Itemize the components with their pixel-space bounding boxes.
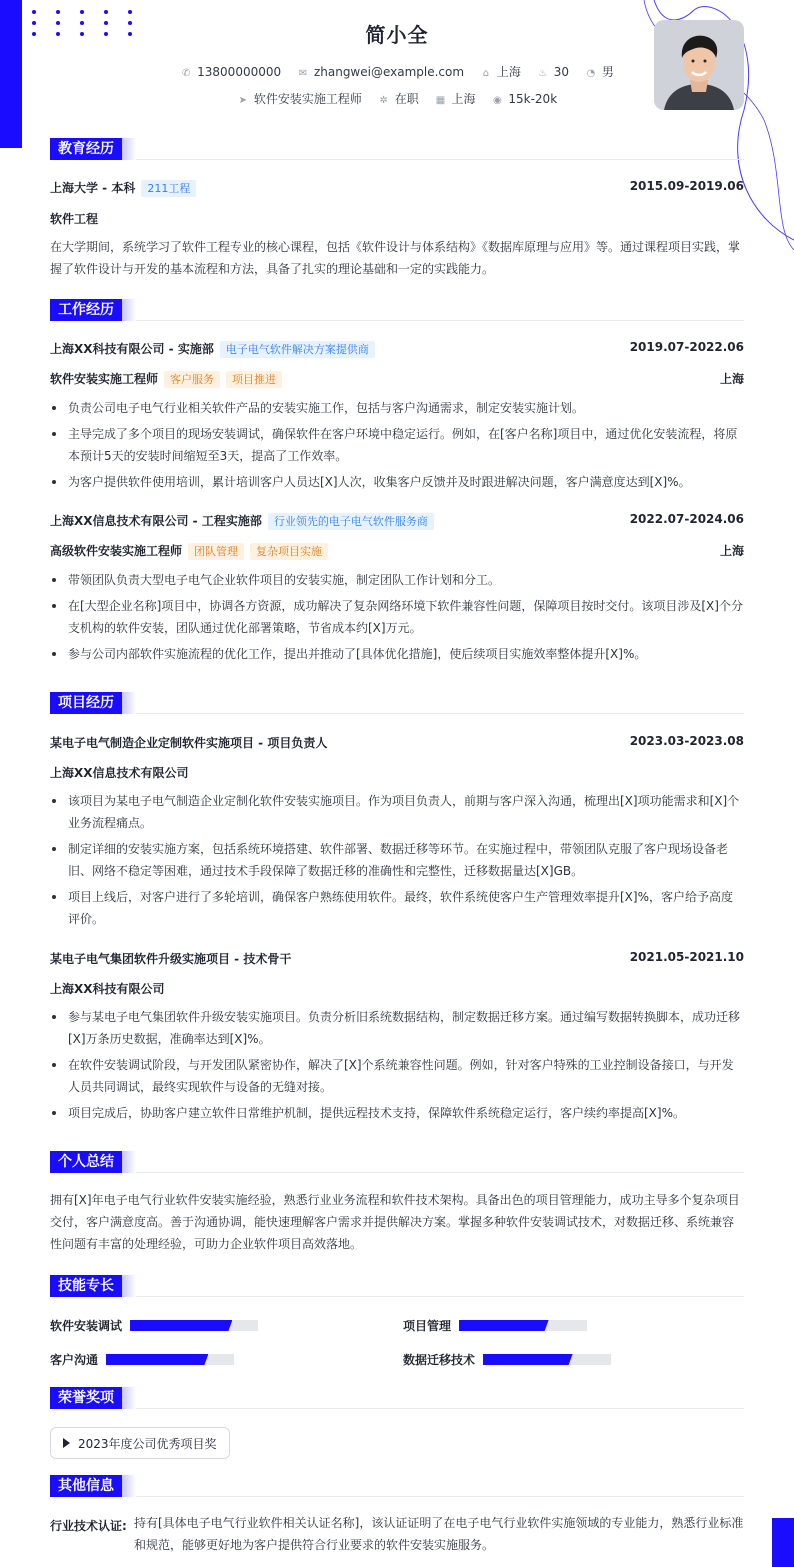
skill-item <box>50 1351 234 1368</box>
section-title <box>50 1151 744 1173</box>
section-label: 其他信息 <box>50 1475 122 1497</box>
section-label-tail <box>122 692 136 714</box>
edu-major: 软件工程 <box>50 212 99 226</box>
projects-section <box>50 692 744 1132</box>
project-period: 2021.05-2021.10 <box>629 950 744 964</box>
salary <box>491 92 557 106</box>
cake-icon: ♨ <box>538 68 548 79</box>
job-tag: 项目推进 <box>226 371 282 388</box>
project-name: 某电子电气制造企业定制软件实施项目 - 项目负责人 <box>50 736 328 750</box>
phone-text: 13800000000 <box>197 65 282 79</box>
triangle-right-icon <box>63 1438 70 1448</box>
target-job-text: 软件安装实施工程师 <box>253 92 362 106</box>
skill-bar-fill <box>459 1320 549 1331</box>
phone-icon: ✆ <box>181 68 191 79</box>
summary-text: 拥有[X]年电子电气行业软件安装实施经验，熟悉行业业务流程和软件技术架构。具备出色的项目管理能力，成功主导多个复杂项目交付，客户满意度高。善于沟通协调，能快速理解客户需求并提供解决方案。掌握多种软件安装调试技术，对数据迁移、系统兼容性问题有丰富的处理经验，可助力企业软件项目高效落地。 <box>50 1193 740 1251</box>
project-bullet: 在软件安装调试阶段，与开发团队紧密协作，解决了[X]个系统兼容性问题。例如，针对客户特殊的工业控制设备接口，与开发人员共同调试，最终实现软件与设备的无缝对接。 <box>50 1054 744 1098</box>
other-section <box>50 1475 744 1560</box>
job-company-row <box>50 340 744 358</box>
project-title-row <box>50 950 744 967</box>
job-company-row <box>50 512 744 530</box>
gender <box>585 63 614 80</box>
skill-item <box>403 1351 611 1368</box>
project-name: 某电子电气集团软件升级实施项目 - 技术骨干 <box>50 952 292 966</box>
target-job <box>237 90 362 107</box>
job-bullet: 在[大型企业名称]项目中，协调各方资源，成功解决了复杂网络环境下软件兼容性问题，保障项目按时交付。该项目涉及[X]个分支机构的软件安装，团队通过优化部署策略，节省成本约[X]万元。 <box>50 595 744 639</box>
section-label-tail <box>122 299 136 321</box>
job-role: 高级软件安装实施工程师 <box>50 544 183 558</box>
section-label-tail <box>122 1275 136 1297</box>
skill-name: 项目管理 <box>403 1319 452 1333</box>
status <box>378 90 419 107</box>
section-title <box>50 1475 744 1497</box>
job-period: 2019.07-2022.06 <box>629 340 744 354</box>
email <box>297 65 464 79</box>
skill-name: 数据迁移技术 <box>403 1353 476 1367</box>
job-tag: 复杂项目实施 <box>250 543 328 560</box>
gender-text: 男 <box>601 65 614 79</box>
skill-bar <box>483 1354 611 1365</box>
skill-bar <box>459 1320 587 1331</box>
section-label: 工作经历 <box>50 299 122 321</box>
skill-item <box>403 1317 587 1334</box>
project-bullet: 参与某电子电气集团软件升级安装实施项目。负责分析旧系统数据结构，制定数据迁移方案。通过编写数据转换脚本，成功迁移[X]万条历史数据，准确率达到[X]%。 <box>50 1006 744 1050</box>
project-bullet: 制定详细的安装实施方案，包括系统环境搭建、软件部署、数据迁移等环节。在实施过程中，带领团队克服了客户现场设备老旧、网络不稳定等困难，通过技术手段保障了数据迁移的准确性和完整性，迁移数据量达[X]GB。 <box>50 838 744 882</box>
edu-period: 2015.09-2019.06 <box>629 179 744 193</box>
avatar <box>654 20 744 110</box>
section-label: 个人总结 <box>50 1151 122 1173</box>
target-city-text: 上海 <box>451 92 476 106</box>
city <box>480 63 521 80</box>
job-bullet: 参与公司内部软件实施流程的优化工作，提出并推动了[具体优化措施]，使后续项目实施效率整体提升[X]%。 <box>50 643 744 665</box>
gear-icon: ✲ <box>379 95 388 106</box>
job-company: 上海XX科技有限公司 - 实施部 <box>50 342 214 356</box>
job-city: 上海 <box>719 544 744 558</box>
project-bullet: 项目完成后，协助客户建立软件日常维护机制，提供远程技术支持，保障软件系统稳定运行，客户续约率提高[X]%。 <box>50 1102 744 1124</box>
job-period: 2022.07-2024.06 <box>629 512 744 526</box>
skills-section <box>50 1275 744 1370</box>
section-label: 荣誉奖项 <box>50 1387 122 1409</box>
section-label: 教育经历 <box>50 138 122 160</box>
section-title <box>50 138 744 160</box>
resume-name: 简小全 <box>365 23 429 47</box>
job-role: 软件安装实施工程师 <box>50 372 159 386</box>
coin-icon: ◉ <box>493 95 502 106</box>
section-title <box>50 1387 744 1409</box>
job-bullet: 带领团队负责大型电子电气企业软件项目的安装实施，制定团队工作计划和分工。 <box>50 569 744 591</box>
edu-tag: 211工程 <box>141 180 196 197</box>
city-text: 上海 <box>496 65 521 79</box>
other-text: 持有[具体电子电气行业软件相关认证名称]，该认证证明了在电子电气行业软件实施领域的专业能力，熟悉行业标准和规范，能够更好地为客户提供符合行业要求的软件安装实施服务。 <box>134 1516 744 1552</box>
section-label-tail <box>122 1151 136 1173</box>
project-period: 2023.03-2023.08 <box>629 734 744 748</box>
section-title <box>50 692 744 714</box>
section-title <box>50 1275 744 1297</box>
edu-school: 上海大学 - 本科 <box>50 181 136 195</box>
target-city <box>435 90 476 107</box>
job-company-tag: 电子电气软件解决方案提供商 <box>220 341 375 358</box>
project-bullet: 该项目为某电子电气制造企业定制化软件安装实施项目。作为项目负责人，前期与客户深入沟通，梳理出[X]项功能需求和[X]个业务流程痛点。 <box>50 790 744 834</box>
skill-bar-fill <box>106 1354 208 1365</box>
job-city: 上海 <box>719 372 744 386</box>
skill-bar <box>106 1354 234 1365</box>
salary-text: 15k-20k <box>508 92 558 106</box>
section-label: 项目经历 <box>50 692 122 714</box>
skill-bar-fill <box>483 1354 573 1365</box>
project-bullet: 项目上线后，对客户进行了多轮培训，确保客户熟练使用软件。最终，软件系统使客户生产管理效率提升[X]%，客户给予高度评价。 <box>50 886 744 930</box>
edu-desc: 在大学期间，系统学习了软件工程专业的核心课程，包括《软件设计与体系结构》《数据库原理与应用》等。通过课程项目实践，掌握了软件设计与开发的基本流程和方法，具备了扎实的理论基础和一定的实践能力。 <box>50 240 741 276</box>
work-section <box>50 299 744 679</box>
award-text: 2023年度公司优秀项目奖 <box>78 1436 217 1451</box>
status-text: 在职 <box>394 92 419 106</box>
project-title-row <box>50 734 744 751</box>
skill-bar <box>130 1320 258 1331</box>
home-icon: ⌂ <box>482 68 490 79</box>
honors-section <box>50 1387 744 1462</box>
phone <box>180 65 281 79</box>
age-text: 30 <box>553 65 570 79</box>
send-icon: ➤ <box>238 95 248 106</box>
skill-name: 客户沟通 <box>50 1353 99 1367</box>
education-section <box>50 138 744 283</box>
age <box>537 65 569 79</box>
section-title <box>50 299 744 321</box>
job-role-row <box>50 542 744 560</box>
section-label-tail <box>122 1387 136 1409</box>
building-icon: ▦ <box>435 95 446 106</box>
skill-name: 软件安装调试 <box>50 1319 123 1333</box>
project-org: 上海XX信息技术有限公司 <box>50 766 189 780</box>
other-label: 行业技术认证: <box>50 1519 127 1533</box>
decor-right-bar <box>772 1518 794 1567</box>
job-tag: 客户服务 <box>164 371 220 388</box>
summary-section <box>50 1151 744 1261</box>
award-item[interactable] <box>50 1427 230 1459</box>
avatar-portrait-icon <box>654 20 744 110</box>
job-bullet: 为客户提供软件使用培训，累计培训客户人员达[X]人次，收集客户反馈并及时跟进解决问题，客户满意度达到[X]%。 <box>50 471 744 493</box>
job-company-tag: 行业领先的电子电气软件服务商 <box>268 513 434 530</box>
job-role-row <box>50 370 744 388</box>
section-label: 技能专长 <box>50 1275 122 1297</box>
job-bullet: 负责公司电子电气行业相关软件产品的安装实施工作，包括与客户沟通需求，制定安装实施计划。 <box>50 397 744 419</box>
job-company: 上海XX信息技术有限公司 - 工程实施部 <box>50 514 262 528</box>
skill-bar-fill <box>130 1320 232 1331</box>
mail-icon: ✉ <box>298 68 308 79</box>
job-bullet: 主导完成了多个项目的现场安装调试，确保软件在客户环境中稳定运行。例如，在[客户名称]项目中，通过优化安装流程，将原本预计5天的安装时间缩短至3天，提高了工作效率。 <box>50 423 744 467</box>
section-label-tail <box>122 138 136 160</box>
job-tag: 团队管理 <box>188 543 244 560</box>
email-text: zhangwei@example.com <box>313 65 465 79</box>
skill-item <box>50 1317 258 1334</box>
section-label-tail <box>122 1475 136 1497</box>
project-org: 上海XX科技有限公司 <box>50 982 165 996</box>
edu-school-row <box>50 179 744 197</box>
gender-icon: ◔ <box>586 68 596 79</box>
